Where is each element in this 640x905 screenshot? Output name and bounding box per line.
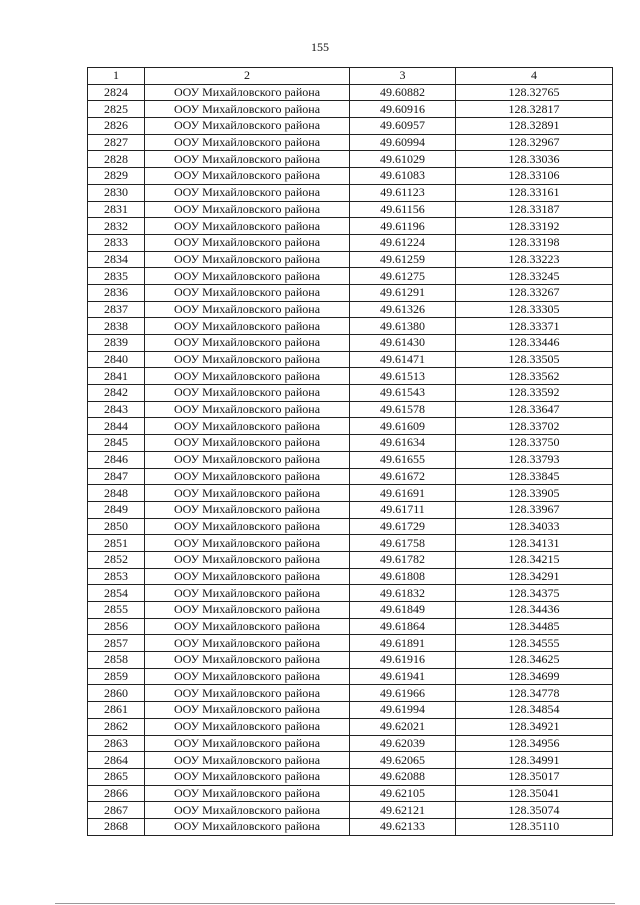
table-row xyxy=(88,451,613,468)
organization-cell: ООУ Михайловского района xyxy=(145,818,350,835)
latitude-cell: 49.61711 xyxy=(350,501,456,518)
table-body xyxy=(88,84,613,835)
row-number-cell: 2858 xyxy=(88,652,145,669)
latitude-cell: 49.60994 xyxy=(350,134,456,151)
latitude-cell: 49.61832 xyxy=(350,585,456,602)
longitude-cell: 128.33267 xyxy=(456,284,613,301)
longitude-cell: 128.34555 xyxy=(456,635,613,652)
organization-cell: ООУ Михайловского района xyxy=(145,84,350,101)
row-number-cell: 2831 xyxy=(88,201,145,218)
row-number-cell: 2844 xyxy=(88,418,145,435)
table-row xyxy=(88,551,613,568)
table-row xyxy=(88,668,613,685)
organization-cell: ООУ Михайловского района xyxy=(145,668,350,685)
organization-cell: ООУ Михайловского района xyxy=(145,768,350,785)
table-row xyxy=(88,435,613,452)
row-number-cell: 2864 xyxy=(88,752,145,769)
organization-cell: ООУ Михайловского района xyxy=(145,635,350,652)
latitude-cell: 49.61916 xyxy=(350,652,456,669)
row-number-cell: 2843 xyxy=(88,401,145,418)
organization-cell: ООУ Михайловского района xyxy=(145,151,350,168)
row-number-cell: 2829 xyxy=(88,168,145,185)
latitude-cell: 49.62021 xyxy=(350,718,456,735)
row-number-cell: 2828 xyxy=(88,151,145,168)
coordinates-table xyxy=(87,67,613,836)
row-number-cell: 2848 xyxy=(88,485,145,502)
organization-cell: ООУ Михайловского района xyxy=(145,385,350,402)
longitude-cell: 128.33371 xyxy=(456,318,613,335)
organization-cell: ООУ Михайловского района xyxy=(145,435,350,452)
longitude-cell: 128.33036 xyxy=(456,151,613,168)
row-number-cell: 2867 xyxy=(88,802,145,819)
latitude-cell: 49.61808 xyxy=(350,568,456,585)
row-number-cell: 2845 xyxy=(88,435,145,452)
latitude-cell: 49.61966 xyxy=(350,685,456,702)
organization-cell: ООУ Михайловского района xyxy=(145,351,350,368)
table-row xyxy=(88,785,613,802)
longitude-cell: 128.33647 xyxy=(456,401,613,418)
organization-cell: ООУ Михайловского района xyxy=(145,501,350,518)
table-row xyxy=(88,151,613,168)
longitude-cell: 128.34991 xyxy=(456,752,613,769)
longitude-cell: 128.34854 xyxy=(456,702,613,719)
row-number-cell: 2826 xyxy=(88,118,145,135)
latitude-cell: 49.61941 xyxy=(350,668,456,685)
row-number-cell: 2839 xyxy=(88,335,145,352)
row-number-cell: 2837 xyxy=(88,301,145,318)
latitude-cell: 49.61849 xyxy=(350,602,456,619)
organization-cell: ООУ Михайловского района xyxy=(145,234,350,251)
latitude-cell: 49.61634 xyxy=(350,435,456,452)
latitude-cell: 49.61326 xyxy=(350,301,456,318)
page-number: 155 xyxy=(311,40,329,54)
latitude-cell: 49.61691 xyxy=(350,485,456,502)
longitude-cell: 128.34699 xyxy=(456,668,613,685)
organization-cell: ООУ Михайловского района xyxy=(145,585,350,602)
organization-cell: ООУ Михайловского района xyxy=(145,451,350,468)
row-number-cell: 2851 xyxy=(88,535,145,552)
organization-cell: ООУ Михайловского района xyxy=(145,301,350,318)
latitude-cell: 49.61513 xyxy=(350,368,456,385)
latitude-cell: 49.61123 xyxy=(350,184,456,201)
row-number-cell: 2853 xyxy=(88,568,145,585)
longitude-cell: 128.33305 xyxy=(456,301,613,318)
longitude-cell: 128.34291 xyxy=(456,568,613,585)
row-number-cell: 2855 xyxy=(88,602,145,619)
table-row xyxy=(88,418,613,435)
latitude-cell: 49.61224 xyxy=(350,234,456,251)
longitude-cell: 128.33192 xyxy=(456,218,613,235)
row-number-cell: 2824 xyxy=(88,84,145,101)
table-row xyxy=(88,201,613,218)
column-header-longitude: 4 xyxy=(456,68,613,85)
row-number-cell: 2847 xyxy=(88,468,145,485)
organization-cell: ООУ Михайловского района xyxy=(145,535,350,552)
table-row xyxy=(88,535,613,552)
organization-cell: ООУ Михайловского района xyxy=(145,702,350,719)
row-number-cell: 2861 xyxy=(88,702,145,719)
table-row xyxy=(88,401,613,418)
table-row xyxy=(88,284,613,301)
table-row xyxy=(88,385,613,402)
organization-cell: ООУ Михайловского района xyxy=(145,368,350,385)
row-number-cell: 2833 xyxy=(88,234,145,251)
latitude-cell: 49.62088 xyxy=(350,768,456,785)
longitude-cell: 128.33702 xyxy=(456,418,613,435)
latitude-cell: 49.61543 xyxy=(350,385,456,402)
organization-cell: ООУ Михайловского района xyxy=(145,652,350,669)
organization-cell: ООУ Михайловского района xyxy=(145,251,350,268)
longitude-cell: 128.32765 xyxy=(456,84,613,101)
latitude-cell: 49.61609 xyxy=(350,418,456,435)
latitude-cell: 49.61655 xyxy=(350,451,456,468)
column-header-name: 2 xyxy=(145,68,350,85)
column-header-latitude: 3 xyxy=(350,68,456,85)
organization-cell: ООУ Михайловского района xyxy=(145,602,350,619)
organization-cell: ООУ Михайловского района xyxy=(145,284,350,301)
table-row xyxy=(88,234,613,251)
latitude-cell: 49.61578 xyxy=(350,401,456,418)
longitude-cell: 128.34215 xyxy=(456,551,613,568)
longitude-cell: 128.34375 xyxy=(456,585,613,602)
organization-cell: ООУ Михайловского района xyxy=(145,401,350,418)
latitude-cell: 49.61156 xyxy=(350,201,456,218)
organization-cell: ООУ Михайловского района xyxy=(145,752,350,769)
row-number-cell: 2857 xyxy=(88,635,145,652)
longitude-cell: 128.34956 xyxy=(456,735,613,752)
latitude-cell: 49.61782 xyxy=(350,551,456,568)
organization-cell: ООУ Михайловского района xyxy=(145,551,350,568)
row-number-cell: 2834 xyxy=(88,251,145,268)
organization-cell: ООУ Михайловского района xyxy=(145,568,350,585)
longitude-cell: 128.33967 xyxy=(456,501,613,518)
organization-cell: ООУ Михайловского района xyxy=(145,618,350,635)
longitude-cell: 128.34485 xyxy=(456,618,613,635)
row-number-cell: 2866 xyxy=(88,785,145,802)
row-number-cell: 2860 xyxy=(88,685,145,702)
latitude-cell: 49.61380 xyxy=(350,318,456,335)
longitude-cell: 128.33446 xyxy=(456,335,613,352)
latitude-cell: 49.61471 xyxy=(350,351,456,368)
row-number-cell: 2830 xyxy=(88,184,145,201)
row-number-cell: 2852 xyxy=(88,551,145,568)
latitude-cell: 49.61864 xyxy=(350,618,456,635)
row-number-cell: 2832 xyxy=(88,218,145,235)
row-number-cell: 2825 xyxy=(88,101,145,118)
latitude-cell: 49.61196 xyxy=(350,218,456,235)
organization-cell: ООУ Михайловского района xyxy=(145,268,350,285)
table-row xyxy=(88,168,613,185)
longitude-cell: 128.34778 xyxy=(456,685,613,702)
longitude-cell: 128.32967 xyxy=(456,134,613,151)
longitude-cell: 128.34436 xyxy=(456,602,613,619)
table-row xyxy=(88,218,613,235)
organization-cell: ООУ Михайловского района xyxy=(145,118,350,135)
table-row xyxy=(88,485,613,502)
latitude-cell: 49.61083 xyxy=(350,168,456,185)
organization-cell: ООУ Михайловского района xyxy=(145,718,350,735)
longitude-cell: 128.33187 xyxy=(456,201,613,218)
organization-cell: ООУ Михайловского района xyxy=(145,335,350,352)
latitude-cell: 49.62065 xyxy=(350,752,456,769)
latitude-cell: 49.60882 xyxy=(350,84,456,101)
latitude-cell: 49.61672 xyxy=(350,468,456,485)
row-number-cell: 2836 xyxy=(88,284,145,301)
longitude-cell: 128.34921 xyxy=(456,718,613,735)
longitude-cell: 128.35110 xyxy=(456,818,613,835)
organization-cell: ООУ Михайловского района xyxy=(145,802,350,819)
table-row xyxy=(88,768,613,785)
organization-cell: ООУ Михайловского района xyxy=(145,785,350,802)
row-number-cell: 2862 xyxy=(88,718,145,735)
row-number-cell: 2868 xyxy=(88,818,145,835)
longitude-cell: 128.32891 xyxy=(456,118,613,135)
table-row xyxy=(88,568,613,585)
latitude-cell: 49.61729 xyxy=(350,518,456,535)
organization-cell: ООУ Михайловского района xyxy=(145,735,350,752)
latitude-cell: 49.62121 xyxy=(350,802,456,819)
longitude-cell: 128.35017 xyxy=(456,768,613,785)
table-row xyxy=(88,501,613,518)
table-row xyxy=(88,468,613,485)
table-row xyxy=(88,368,613,385)
latitude-cell: 49.61758 xyxy=(350,535,456,552)
table-row xyxy=(88,518,613,535)
table-row xyxy=(88,585,613,602)
organization-cell: ООУ Михайловского района xyxy=(145,468,350,485)
table-row xyxy=(88,635,613,652)
table-row xyxy=(88,101,613,118)
table-row xyxy=(88,251,613,268)
row-number-cell: 2865 xyxy=(88,768,145,785)
table-row xyxy=(88,301,613,318)
organization-cell: ООУ Михайловского района xyxy=(145,518,350,535)
organization-cell: ООУ Михайловского района xyxy=(145,418,350,435)
row-number-cell: 2841 xyxy=(88,368,145,385)
organization-cell: ООУ Михайловского района xyxy=(145,318,350,335)
table-row xyxy=(88,184,613,201)
table-row xyxy=(88,735,613,752)
longitude-cell: 128.33505 xyxy=(456,351,613,368)
organization-cell: ООУ Михайловского района xyxy=(145,201,350,218)
organization-cell: ООУ Михайловского района xyxy=(145,184,350,201)
organization-cell: ООУ Михайловского района xyxy=(145,101,350,118)
table-row xyxy=(88,602,613,619)
latitude-cell: 49.62039 xyxy=(350,735,456,752)
latitude-cell: 49.61291 xyxy=(350,284,456,301)
table-row xyxy=(88,618,613,635)
latitude-cell: 49.62105 xyxy=(350,785,456,802)
longitude-cell: 128.33245 xyxy=(456,268,613,285)
organization-cell: ООУ Михайловского района xyxy=(145,168,350,185)
organization-cell: ООУ Михайловского района xyxy=(145,485,350,502)
organization-cell: ООУ Михайловского района xyxy=(145,685,350,702)
longitude-cell: 128.33562 xyxy=(456,368,613,385)
longitude-cell: 128.33905 xyxy=(456,485,613,502)
latitude-cell: 49.60957 xyxy=(350,118,456,135)
longitude-cell: 128.33198 xyxy=(456,234,613,251)
bottom-rule xyxy=(55,903,615,904)
longitude-cell: 128.33845 xyxy=(456,468,613,485)
latitude-cell: 49.61994 xyxy=(350,702,456,719)
longitude-cell: 128.35074 xyxy=(456,802,613,819)
latitude-cell: 49.60916 xyxy=(350,101,456,118)
table-row xyxy=(88,134,613,151)
longitude-cell: 128.34625 xyxy=(456,652,613,669)
row-number-cell: 2835 xyxy=(88,268,145,285)
row-number-cell: 2842 xyxy=(88,385,145,402)
row-number-cell: 2850 xyxy=(88,518,145,535)
table-row xyxy=(88,752,613,769)
table-row xyxy=(88,652,613,669)
table-row xyxy=(88,818,613,835)
latitude-cell: 49.61259 xyxy=(350,251,456,268)
longitude-cell: 128.33793 xyxy=(456,451,613,468)
latitude-cell: 49.62133 xyxy=(350,818,456,835)
longitude-cell: 128.33592 xyxy=(456,385,613,402)
longitude-cell: 128.33750 xyxy=(456,435,613,452)
table-row xyxy=(88,268,613,285)
row-number-cell: 2827 xyxy=(88,134,145,151)
latitude-cell: 49.61029 xyxy=(350,151,456,168)
row-number-cell: 2859 xyxy=(88,668,145,685)
longitude-cell: 128.34131 xyxy=(456,535,613,552)
column-header-number: 1 xyxy=(88,68,145,85)
row-number-cell: 2863 xyxy=(88,735,145,752)
latitude-cell: 49.61430 xyxy=(350,335,456,352)
row-number-cell: 2854 xyxy=(88,585,145,602)
longitude-cell: 128.33106 xyxy=(456,168,613,185)
row-number-cell: 2840 xyxy=(88,351,145,368)
longitude-cell: 128.33161 xyxy=(456,184,613,201)
longitude-cell: 128.33223 xyxy=(456,251,613,268)
row-number-cell: 2846 xyxy=(88,451,145,468)
row-number-cell: 2838 xyxy=(88,318,145,335)
table-row xyxy=(88,702,613,719)
table-header-row xyxy=(88,68,613,85)
table-row xyxy=(88,318,613,335)
table-row xyxy=(88,335,613,352)
latitude-cell: 49.61891 xyxy=(350,635,456,652)
table-row xyxy=(88,351,613,368)
table-row xyxy=(88,84,613,101)
organization-cell: ООУ Михайловского района xyxy=(145,134,350,151)
longitude-cell: 128.35041 xyxy=(456,785,613,802)
latitude-cell: 49.61275 xyxy=(350,268,456,285)
row-number-cell: 2849 xyxy=(88,501,145,518)
longitude-cell: 128.34033 xyxy=(456,518,613,535)
row-number-cell: 2856 xyxy=(88,618,145,635)
longitude-cell: 128.32817 xyxy=(456,101,613,118)
organization-cell: ООУ Михайловского района xyxy=(145,218,350,235)
table-row xyxy=(88,718,613,735)
table-row xyxy=(88,118,613,135)
table-row xyxy=(88,685,613,702)
table-row xyxy=(88,802,613,819)
